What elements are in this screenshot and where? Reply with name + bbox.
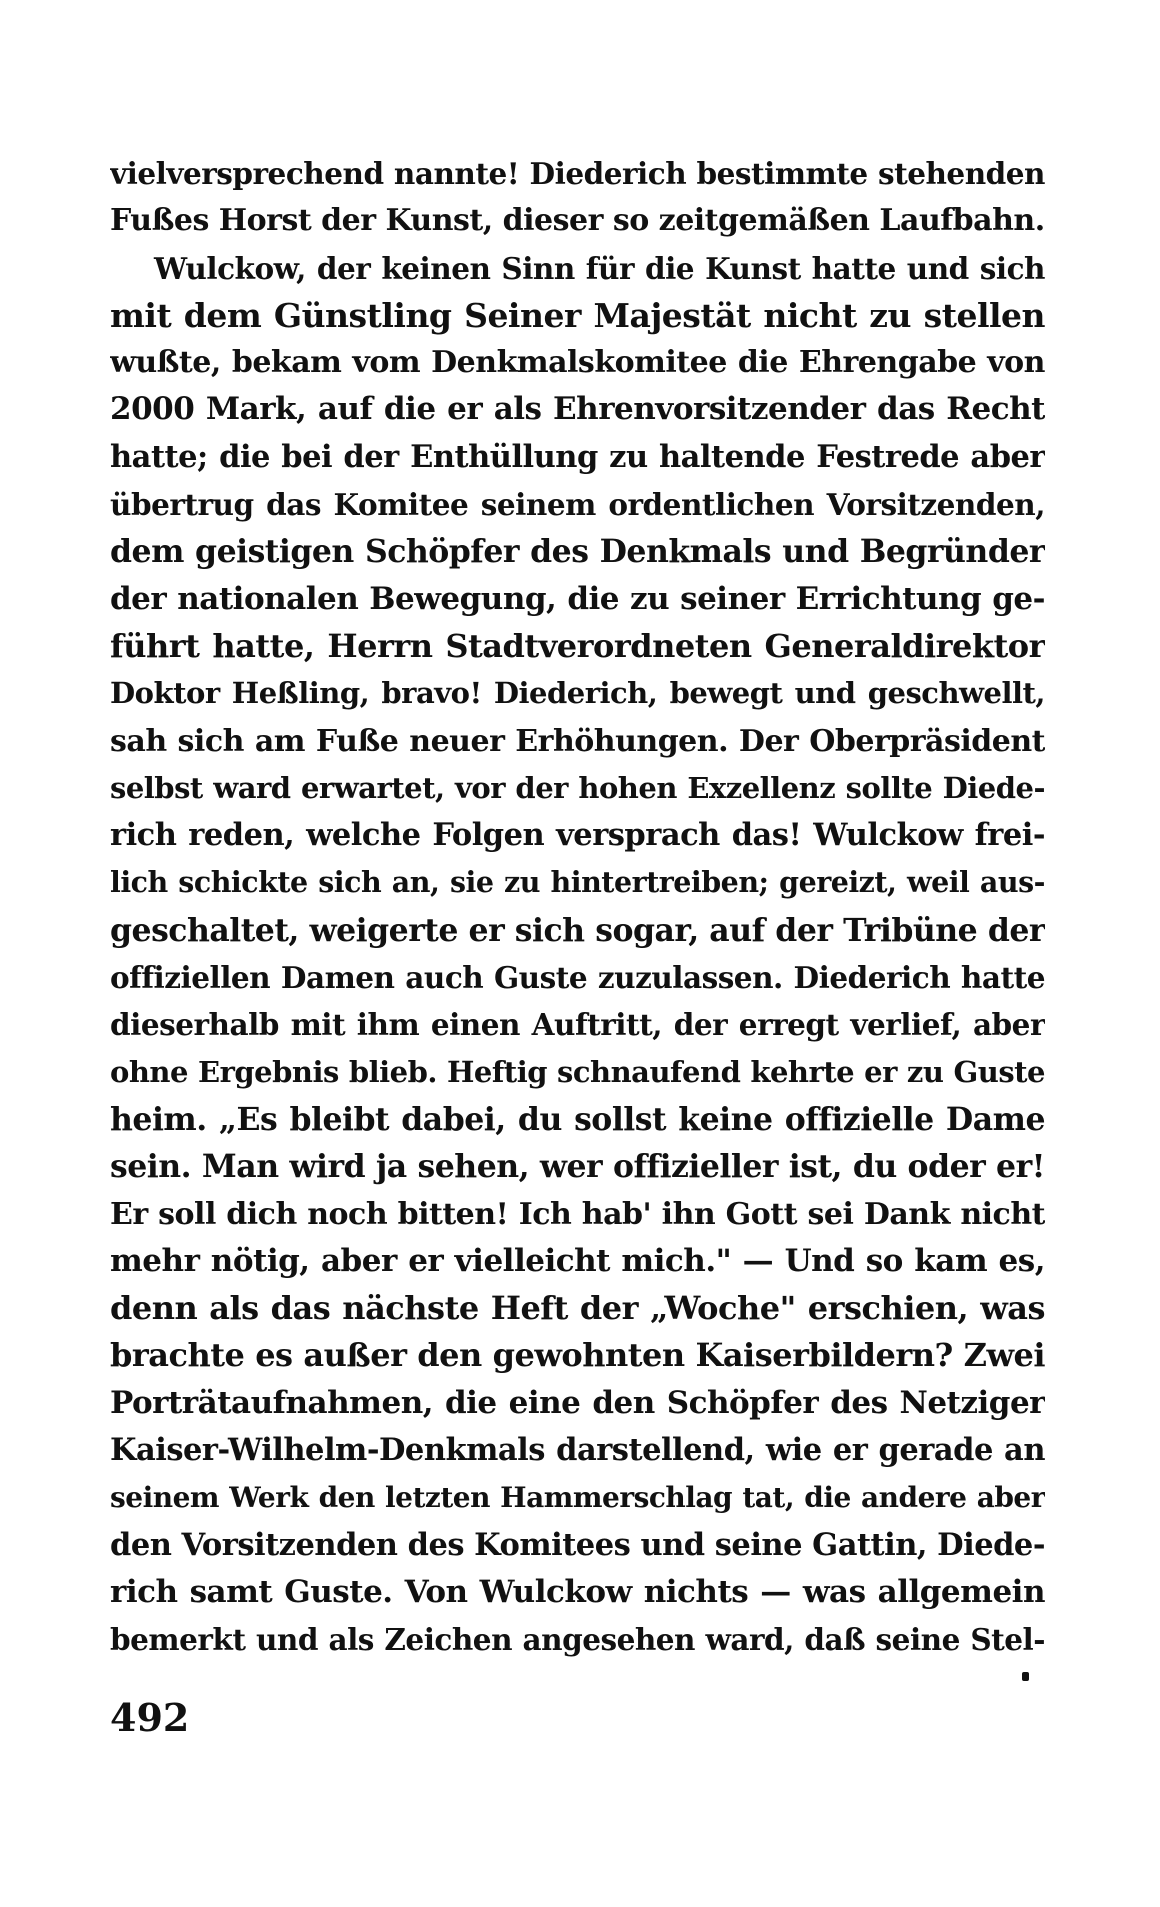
text-line: Fußes Horst der Kunst, dieser so zeitgemäßen Laufbahn. — [110, 203, 1045, 239]
text-line: führt hatte, Herrn Stadtverordneten Generaldirektor — [110, 626, 1045, 665]
text-line: Er soll dich noch bitten! Ich hab' ihn Gott sei Dank nicht — [110, 1196, 1045, 1232]
text-line: den Vorsitzenden des Komitees und seine Gattin, Diede- — [110, 1526, 1045, 1563]
text-line: wußte, bekam vom Denkmalskomitee die Ehrengabe von — [110, 345, 1045, 381]
text-line: rich samt Guste. Von Wulckow nichts — was allgemein — [110, 1573, 1045, 1610]
text-line: mehr nötig, aber er vielleicht mich." — Und so kam es, — [110, 1242, 1045, 1279]
text-line: heim. „Es bleibt dabei, du sollst keine offizielle Dame — [110, 1100, 1045, 1138]
text-line: der nationalen Bewegung, die zu seiner Errichtung ge- — [110, 580, 1045, 617]
text-line: sah sich am Fuße neuer Erhöhungen. Der Oberpräsident — [110, 723, 1045, 759]
text-line: 2000 Mark, auf die er als Ehrenvorsitzender das Recht — [110, 391, 1045, 428]
text-line: dieserhalb mit ihm einen Auftritt, der erregt verlief, aber — [110, 1007, 1045, 1043]
body-text — [110, 150, 1045, 1664]
text-line: dem geistigen Schöpfer des Denkmals und Begründer — [110, 533, 1045, 571]
text-line: hatte; die bei der Enthüllung zu haltende Festrede aber — [110, 438, 1045, 475]
text-line: denn als das nächste Heft der „Woche" erschien, was — [110, 1289, 1045, 1328]
text-line: Doktor Heßling, bravo! Diederich, bewegt und geschwellt, — [110, 676, 1045, 711]
text-line: übertrug das Komitee seinem ordentlichen Vorsitzenden, — [110, 487, 1045, 523]
text-line: offiziellen Damen auch Guste zuzulassen. Diederich hatte — [110, 960, 1045, 996]
text-line: geschaltet, weigerte er sich sogar, auf der Tribüne der — [110, 911, 1045, 949]
text-line: Kaiser-Wilhelm-Denkmals darstellend, wie er gerade an — [110, 1432, 1045, 1469]
text-line: brachte es außer den gewohnten Kaiserbildern? Zwei — [110, 1336, 1045, 1375]
text-line: selbst ward erwartet, vor der hohen Exzellenz sollte Diede- — [110, 770, 1045, 805]
page-number: 492 — [110, 1695, 190, 1740]
text-line: vielversprechend nannte! Diederich bestimmte stehenden — [110, 156, 1045, 191]
text-line: lich schickte sich an, sie zu hintertreiben; gereizt, weil aus- — [110, 865, 1045, 900]
text-line: sein. Man wird ja sehen, wer offizieller ist, du oder er! — [110, 1148, 1045, 1186]
text-line: ohne Ergebnis blieb. Heftig schnaufend kehrte er zu Guste — [110, 1054, 1045, 1089]
text-line: seinem Werk den letzten Hammerschlag tat, die andere aber — [110, 1481, 1045, 1515]
text-line: Porträtaufnahmen, die eine den Schöpfer des Netziger — [110, 1384, 1045, 1421]
text-line: mit dem Günstling Seiner Majestät nicht zu stellen — [110, 295, 1045, 335]
text-line: bemerkt und als Zeichen angesehen ward, daß seine Stel- — [110, 1622, 1045, 1658]
text-line: Wulckow, der keinen Sinn für die Kunst hatte und sich — [154, 250, 1045, 286]
text-line: rich reden, welche Folgen versprach das! Wulckow frei- — [110, 817, 1045, 854]
ink-speck — [1022, 1672, 1029, 1681]
